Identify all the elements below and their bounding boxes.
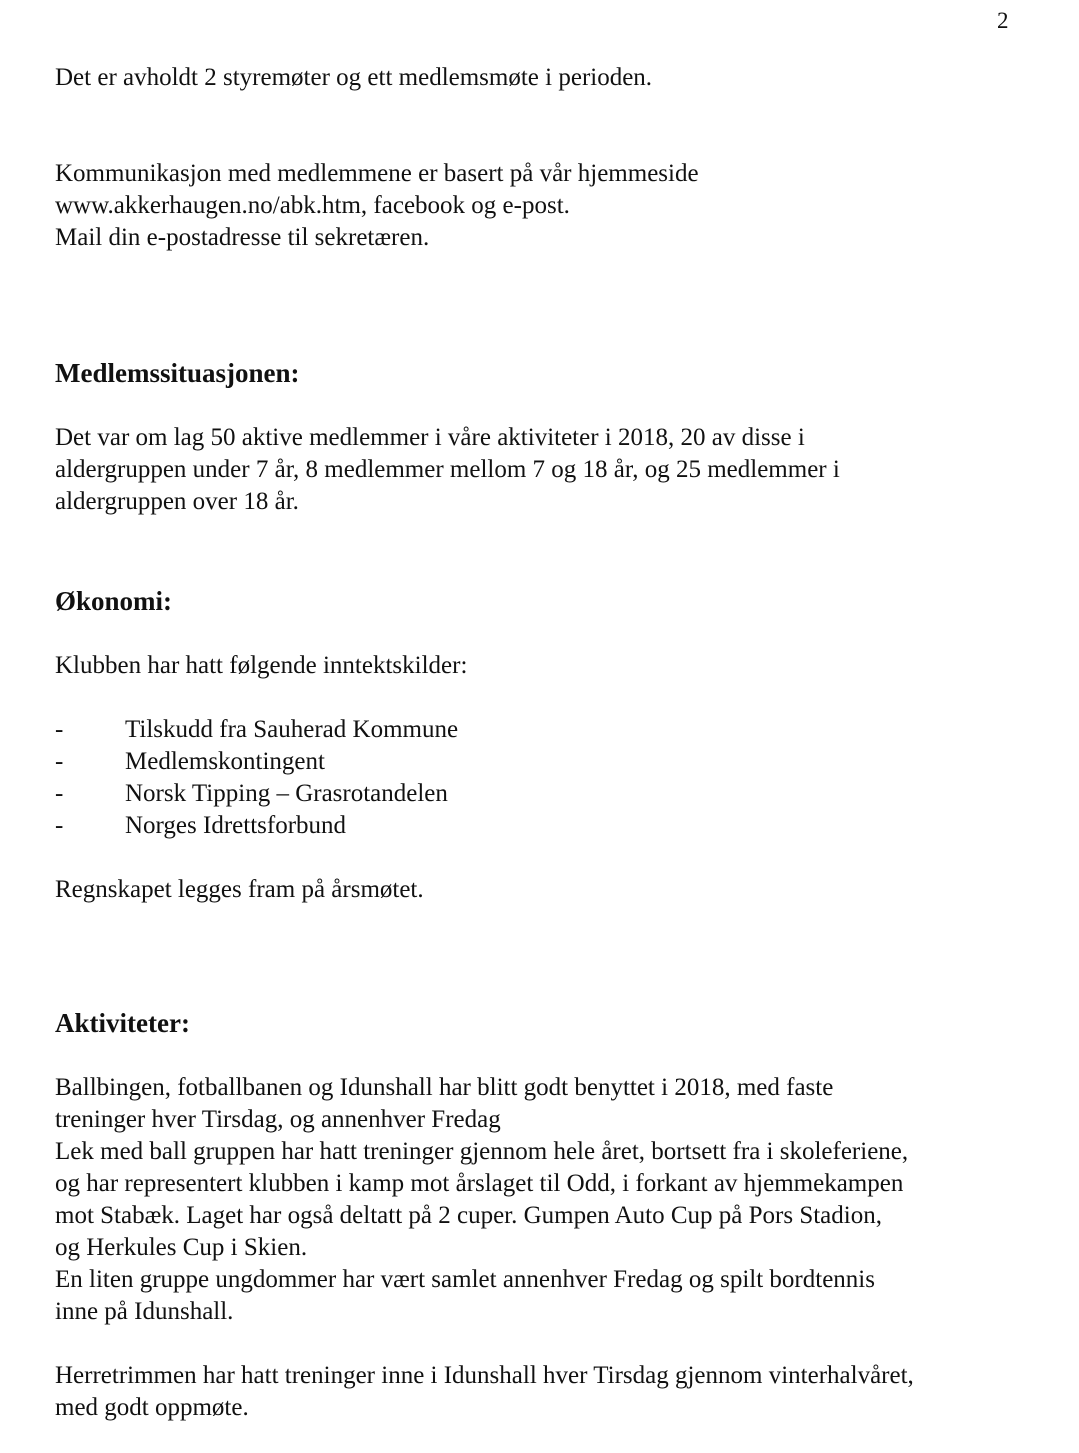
bullet-dash: - — [55, 812, 64, 839]
list-item-text: Medlemskontingent — [125, 748, 325, 775]
communication-line: www.akkerhaugen.no/abk.htm, facebook og e-post. — [55, 192, 570, 219]
membership-heading: Medlemssituasjonen: — [55, 358, 300, 388]
economy-intro: Klubben har hatt følgende inntektskilder: — [55, 652, 468, 679]
bullet-dash: - — [55, 780, 64, 807]
meetings-paragraph: Det er avholdt 2 styremøter og ett medlemsmøte i perioden. — [55, 64, 653, 91]
bullet-dash: - — [55, 748, 64, 775]
activities-line: treninger hver Tirsdag, og annenhver Fredag — [55, 1106, 501, 1133]
activities-line: En liten gruppe ungdommer har vært samlet annenhver Fredag og spilt bordtennis — [55, 1266, 875, 1293]
communication-line: Kommunikasjon med medlemmene er basert på vår hjemmeside — [55, 160, 699, 187]
economy-heading: Økonomi: — [55, 586, 173, 616]
membership-line: aldergruppen over 18 år. — [55, 488, 299, 515]
activities-line: og har representert klubben i kamp mot årslaget til Odd, i forkant av hjemmekampen — [55, 1170, 904, 1197]
list-item-text: Norges Idrettsforbund — [125, 812, 347, 839]
activities-line: Lek med ball gruppen har hatt treninger gjennom hele året, bortsett fra i skoleferiene, — [55, 1138, 909, 1165]
activities-heading: Aktiviteter: — [55, 1008, 190, 1038]
herretrim-line: Herretrimmen har hatt treninger inne i Idunshall hver Tirsdag gjennom vinterhalvåret, — [55, 1362, 914, 1389]
list-item-text: Tilskudd fra Sauherad Kommune — [125, 716, 459, 743]
herretrim-line: med godt oppmøte. — [55, 1394, 249, 1421]
activities-line: Ballbingen, fotballbanen og Idunshall har blitt godt benyttet i 2018, med faste — [55, 1074, 834, 1101]
activities-line: inne på Idunshall. — [55, 1298, 234, 1325]
activities-line: mot Stabæk. Laget har også deltatt på 2 cuper. Gumpen Auto Cup på Pors Stadion, — [55, 1202, 882, 1229]
page-number: 2 — [997, 8, 1009, 33]
list-item-text: Norsk Tipping – Grasrotandelen — [125, 780, 448, 807]
communication-line: Mail din e-postadresse til sekretæren. — [55, 224, 430, 251]
membership-line: aldergruppen under 7 år, 8 medlemmer mellom 7 og 18 år, og 25 medlemmer i — [55, 456, 840, 483]
activities-line: og Herkules Cup i Skien. — [55, 1234, 308, 1261]
bullet-dash: - — [55, 716, 64, 743]
economy-closing: Regnskapet legges fram på årsmøtet. — [55, 876, 424, 903]
membership-line: Det var om lag 50 aktive medlemmer i våre aktiviteter i 2018, 20 av disse i — [55, 424, 805, 451]
